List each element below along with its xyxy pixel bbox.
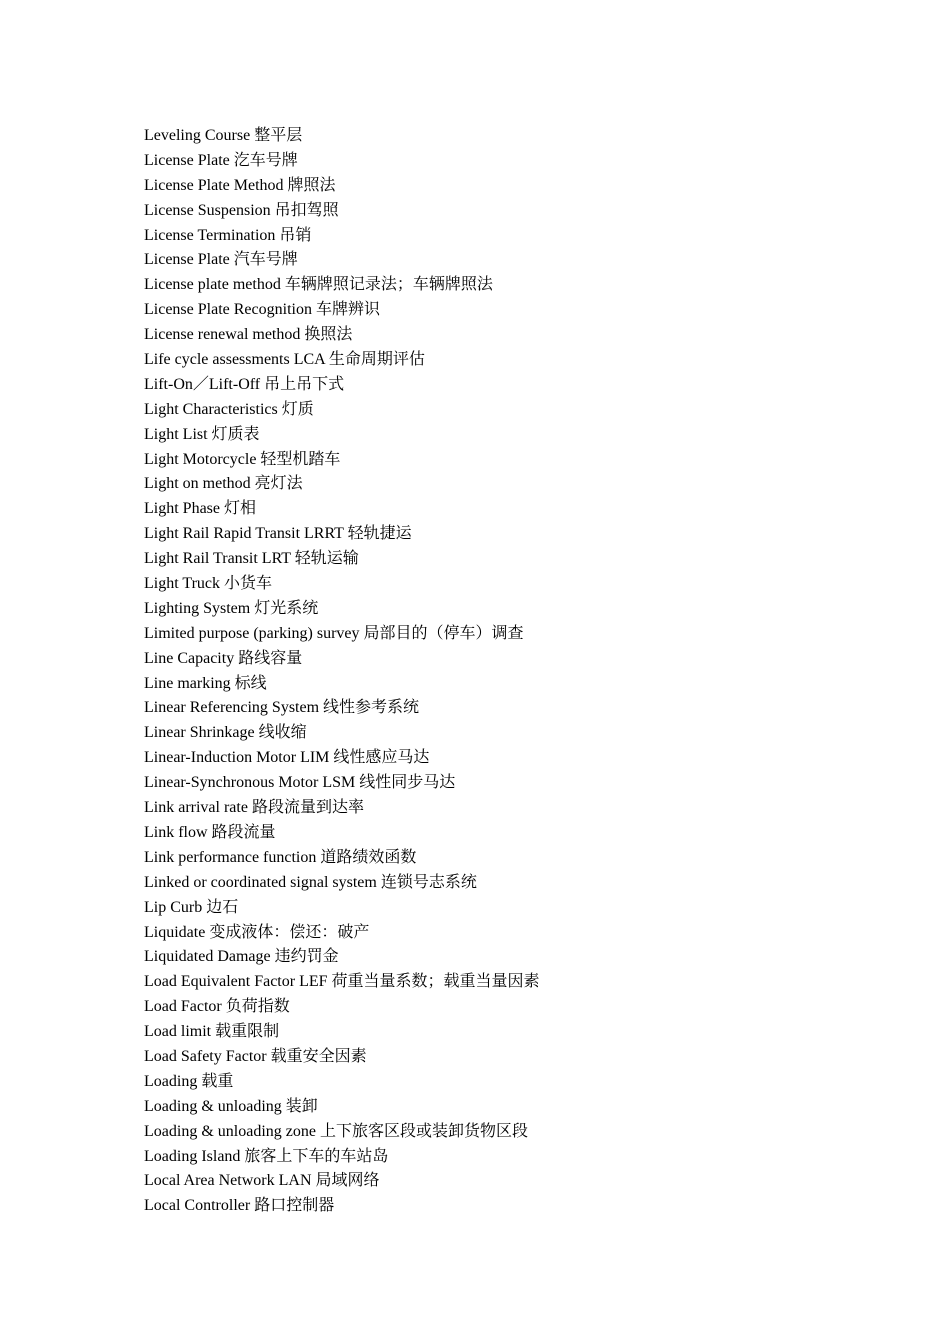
glossary-entry: Link arrival rate 路段流量到达率 — [144, 799, 364, 817]
glossary-list — [144, 124, 540, 1219]
glossary-entry: License Termination 吊销 — [144, 226, 312, 244]
glossary-entry: License Plate Method 牌照法 — [144, 176, 336, 194]
glossary-entry: Liquidated Damage 违约罚金 — [144, 948, 339, 966]
glossary-entry: License plate method 车辆牌照记录法；车辆牌照法 — [144, 276, 493, 294]
glossary-entry: Light Rail Transit LRT 轻轨运输 — [144, 550, 359, 568]
glossary-entry: Light List 灯质表 — [144, 425, 260, 443]
glossary-entry: Lip Curb 边石 — [144, 898, 239, 916]
glossary-entry: Light on method 亮灯法 — [144, 475, 303, 493]
glossary-entry: Line Capacity 路线容量 — [144, 649, 303, 667]
glossary-entry: Limited purpose (parking) survey 局部目的（停车）调查 — [144, 624, 524, 642]
glossary-entry: Linked or coordinated signal system 连锁号志系统 — [144, 873, 477, 891]
glossary-entry: Load limit 载重限制 — [144, 1023, 280, 1041]
glossary-entry: Leveling Course 整平层 — [144, 127, 303, 144]
glossary-entry: Light Motorcycle 轻型机踏车 — [144, 450, 341, 468]
glossary-entry: Light Phase 灯相 — [144, 500, 256, 518]
glossary-entry: License Suspension 吊扣驾照 — [144, 201, 339, 219]
glossary-entry: Lighting System 灯光系统 — [144, 599, 319, 617]
glossary-entry: Linear Referencing System 线性参考系统 — [144, 699, 420, 717]
glossary-entry: Lift-On／Lift-Off 吊上吊下式 — [144, 375, 345, 393]
glossary-entry: Loading & unloading zone 上下旅客区段或装卸货物区段 — [144, 1122, 528, 1140]
glossary-entry: Load Factor 负荷指数 — [144, 998, 290, 1016]
glossary-entry: Line marking 标线 — [144, 674, 267, 692]
glossary-entry: Load Safety Factor 载重安全因素 — [144, 1047, 367, 1065]
glossary-entry: Local Area Network LAN 局域网络 — [144, 1172, 380, 1190]
glossary-entry: License Plate 汔车号牌 — [144, 151, 298, 169]
glossary-entry: Liquidate 变成液体：偿还：破产 — [144, 923, 370, 941]
glossary-entry: Loading 载重 — [144, 1072, 234, 1090]
glossary-entry: Load Equivalent Factor LEF 荷重当量系数；载重当量因素 — [144, 973, 540, 991]
glossary-entry: Linear Shrinkage 线收缩 — [144, 724, 307, 742]
glossary-entry: License renewal method 换照法 — [144, 326, 353, 344]
glossary-entry: Loading & unloading 装卸 — [144, 1097, 318, 1115]
glossary-entry: Local Controller 路口控制器 — [144, 1197, 335, 1215]
glossary-entry: Light Characteristics 灯质 — [144, 400, 314, 418]
glossary-entry: Life cycle assessments LCA 生命周期评估 — [144, 351, 425, 369]
glossary-entry: License Plate Recognition 车牌辨识 — [144, 301, 380, 319]
glossary-entry: Link performance function 道路绩效函数 — [144, 848, 417, 866]
glossary-entry: License Plate 汽车号牌 — [144, 251, 298, 269]
glossary-entry: Light Rail Rapid Transit LRRT 轻轨捷运 — [144, 525, 412, 543]
glossary-entry: Linear-Induction Motor LIM 线性感应马达 — [144, 749, 430, 767]
glossary-entry: Light Truck 小货车 — [144, 575, 273, 593]
glossary-entry: Linear-Synchronous Motor LSM 线性同步马达 — [144, 774, 456, 792]
glossary-entry: Loading Island 旅客上下车的车站岛 — [144, 1147, 389, 1165]
glossary-entry: Link flow 路段流量 — [144, 823, 276, 841]
